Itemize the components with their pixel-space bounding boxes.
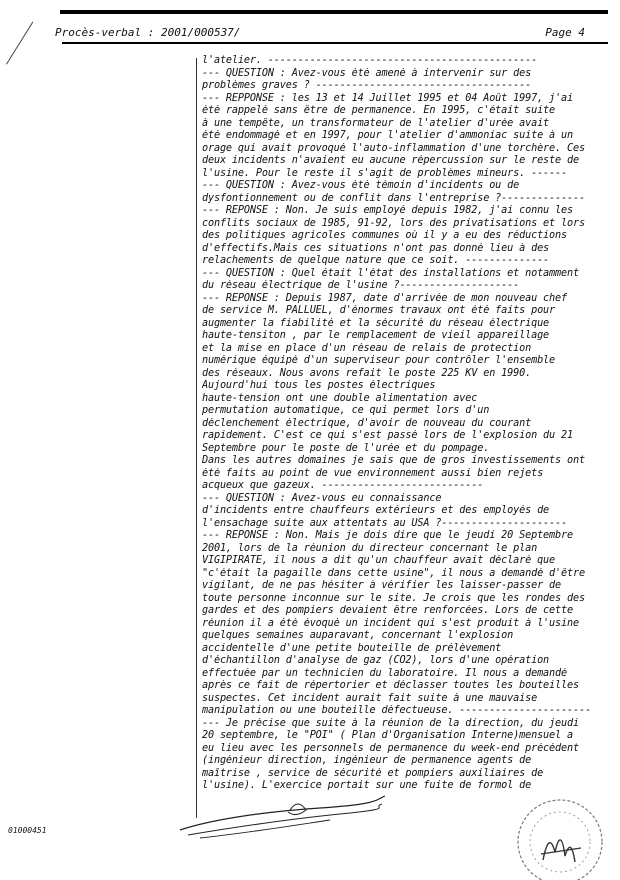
text-line: d'incidents entre chauffeurs extérieurs et des employés de	[202, 505, 550, 516]
text-line: augmenter la fiabilité et la sécurité du réseau électrique	[202, 317, 550, 329]
text-line: --- QUESTION : Avez-vous eu connaissance	[202, 492, 442, 504]
text-line: permutation automatique, ce qui permet lors d'un	[202, 405, 490, 416]
text-line: été endommagé et en 1997, pour l'atelier d'ammoniac suite à un	[202, 130, 573, 141]
text-line: "c'était la pagaille dans cette usine", il nous a demandé d'être	[202, 567, 585, 579]
text-line: problèmes graves ? ------------------------------------	[202, 80, 532, 91]
text-line: de service M. PALLUEL, d'énormes travaux ont été faits pour	[202, 305, 556, 316]
text-line: --- REPONSE : Non. Mais je dois dire que le jeudi 20 Septembre	[202, 530, 573, 541]
text-line: --- QUESTION : Avez-vous été amené à intervenir sur des	[202, 67, 532, 79]
text-line: vigilant, de ne pas hésiter à vérifier les laisser-passer de	[202, 580, 562, 591]
text-line: gardes et des pompiers devaient être renforcées. Lors de cette	[202, 605, 573, 616]
statement-body	[202, 55, 594, 793]
text-line: réunion il a été évoqué un incident qui s'est produit à l'usine	[202, 617, 579, 629]
page-header	[55, 26, 595, 39]
text-line: dysfontionnement ou de conflit dans l'entreprise ?--------------	[202, 192, 585, 204]
text-line: deux incidents n'avaient eu aucune répercussion sur le reste de	[202, 155, 579, 166]
text-line: maîtrise , service de sécurité et pompiers auxiliaires de	[202, 767, 544, 779]
text-line: l'usine. Pour le reste il s'agit de problèmes mineurs. ------	[202, 167, 567, 179]
text-line: déclenchement électrique, d'avoir de nouveau du courant	[202, 417, 532, 429]
margin-diagonal-mark	[6, 22, 33, 65]
text-line: --- Je précise que suite à la réunion de la direction, du jeudi	[202, 717, 579, 729]
text-line: l'usine). L'exercice portait sur une fuite de formol de	[202, 780, 532, 791]
text-line: acqueux que gazeux. ---------------------------	[202, 480, 484, 491]
text-line: eu lieu avec les personnels de permanence du week-end précédent	[202, 742, 579, 754]
text-line: des réseaux. Nous avons refait le poste 225 KV en 1990.	[202, 367, 532, 379]
text-line: quelques semaines auparavant, concernant l'explosion	[202, 630, 514, 641]
text-line: été rappelé sans être de permanence. En 1995, c'était suite	[202, 105, 556, 116]
text-line: orage qui avait provoqué l'auto-inflammation d'une torchère. Ces	[202, 142, 585, 154]
text-line: --- REPONSE : Non. Je suis employé depuis 1982, j'ai connu les	[202, 205, 573, 216]
text-line: d'effectifs.Mais ces situations n'ont pas donné lieu à des	[202, 242, 550, 254]
text-line: l'ensachage suite aux attentats au USA ?---------------------	[202, 517, 567, 529]
text-line: d'échantillon d'analyse de gaz (CO2), lors d'une opération	[202, 655, 550, 666]
text-line: effectuée par un technicien du laboratoire. Il nous a demandé	[202, 667, 567, 679]
margin-rule	[196, 58, 197, 818]
text-line: Dans les autres domaines je sais que de gros investissements ont	[202, 455, 585, 466]
text-line: été faits au point de vue environnement aussi bien rejets	[202, 467, 544, 479]
top-rule	[60, 10, 608, 14]
text-line: relachements de quelque nature que ce soit. --------------	[202, 255, 550, 266]
officer-signature	[170, 790, 390, 845]
document-number: 01000451	[8, 826, 47, 835]
text-line: haute-tension ont une double alimentation avec	[202, 392, 478, 404]
text-line: du réseau électrique de l'usine ?--------------------	[202, 280, 520, 291]
header-rule	[62, 42, 608, 44]
text-line: manipulation ou une bouteille défectueuse. ----------------------	[202, 705, 591, 716]
text-line: Septembre pour le poste de l'urée et du pompage.	[202, 442, 490, 454]
text-line: --- QUESTION : Avez-vous été témoin d'incidents ou de	[202, 180, 520, 191]
text-line: toute personne inconnue sur le site. Je crois que les rondes des	[202, 592, 585, 604]
text-line: Aujourd'hui tous les postes électriques	[202, 380, 436, 391]
text-line: --- REPONSE : Depuis 1987, date d'arrivée de mon nouveau chef	[202, 292, 567, 304]
text-line: 2001, lors de la réunion du directeur concernant le plan	[202, 542, 538, 554]
text-line: rapidement. C'est ce qui s'est passé lors de l'explosion du 21	[202, 430, 573, 441]
text-line: numérique équipé d'un superviseur pour contrôler l'ensemble	[202, 355, 556, 366]
text-line: suspectes. Cet incident aurait fait suite à une mauvaise	[202, 692, 538, 704]
text-line: 20 septembre, le "POI" ( Plan d'Organisation Interne)mensuel a	[202, 730, 573, 741]
text-line: accidentelle d'une petite bouteille de prélèvement	[202, 642, 502, 654]
text-line: (ingénieur direction, ingénieur de permanence agents de	[202, 755, 532, 766]
text-line: --- QUESTION : Quel était l'état des installations et notamment	[202, 267, 579, 279]
official-stamp	[505, 790, 610, 880]
text-line: à une tempête, un transformateur de l'atelier d'urée avait	[202, 117, 550, 129]
document-title: Procès-verbal : 2001/000537/	[55, 26, 241, 39]
text-line: haute-tensiton , par le remplacement de vieil appareillage	[202, 330, 550, 341]
text-line: après ce fait de répertorier et déclasser toutes les bouteilles	[202, 680, 579, 691]
text-line: des politiques agricoles communes où il y a eu des réductions	[202, 230, 567, 241]
text-line: l'atelier. ---------------------------------------------	[202, 55, 538, 66]
text-line: conflits sociaux de 1985, 91-92, lors des privatisations et lors	[202, 217, 585, 229]
text-line: et la mise en place d'un réseau de relais de protection	[202, 342, 532, 354]
page-number: Page 4	[545, 26, 585, 39]
text-line: --- REPPONSE : les 13 et 14 Juillet 1995 et 04 Août 1997, j'ai	[202, 92, 573, 104]
text-line: VIGIPIRATE, il nous a dit qu'un chauffeur avait déclaré que	[202, 555, 556, 566]
